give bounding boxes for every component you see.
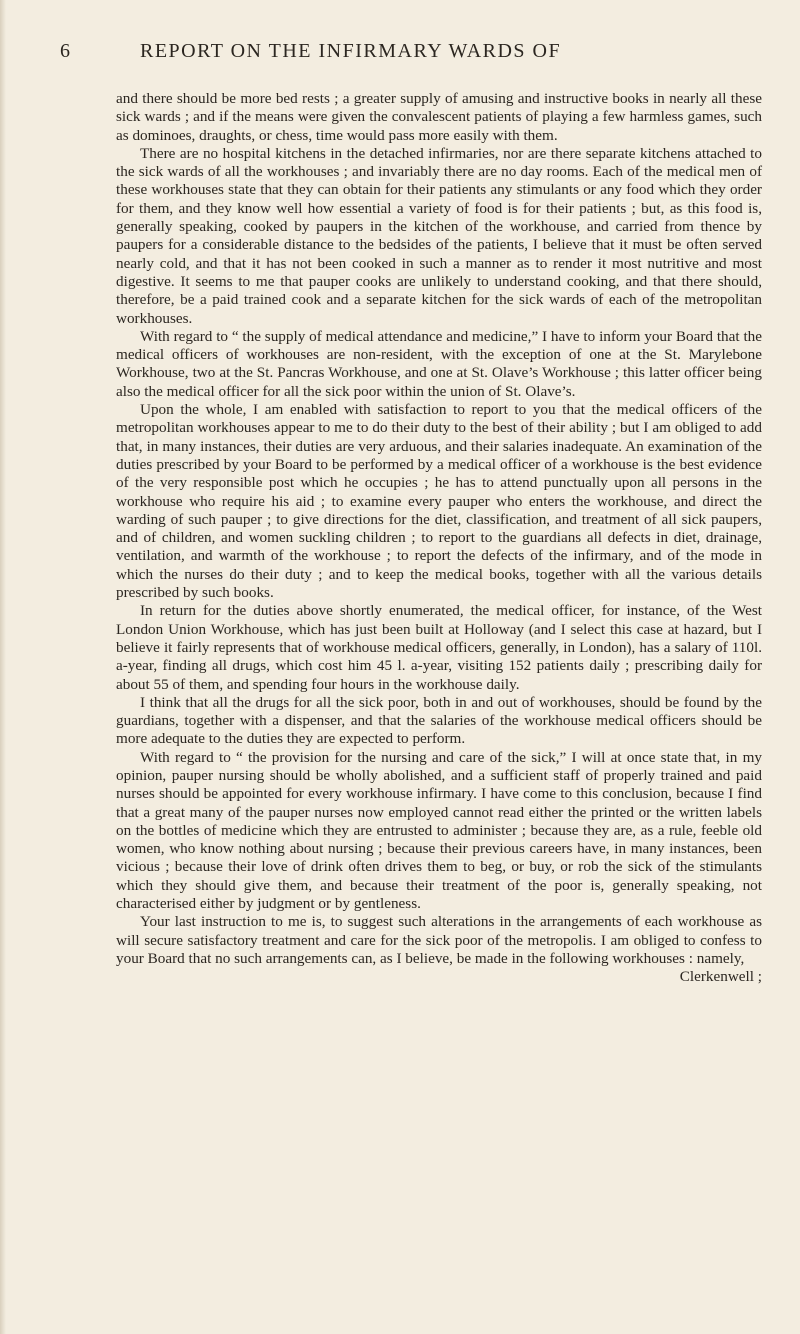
page-edge — [0, 0, 6, 1334]
page-header — [60, 40, 740, 70]
paragraph-4: Upon the whole, I am enabled with satisfaction to report to you that the medical officers of the metropolitan workhouses appear to me to do their duty to the best of their ability ; but I am obliged to add that, in many instances, their duties are very arduous, and their salaries inadequate. An examination of the duties prescribed by your Board to be performed by a medical officer of a workhouse is the best evidence of the very responsible post which he occupies ; he has to attend punctually upon all persons in the workhouse who require his aid ; to examine every pauper who enters the workhouse, and direct the warding of such pauper ; to give directions for the diet, classification, and treatment of all sick paupers, and of children, and women suckling children ; to report to the guardians all defects in diet, drainage, ventilation, and warmth of the workhouse ; to report the defects of the infirmary, and of the mode in which the nurses do their duty ; and to keep the medical books, together with all the various details prescribed by such books. — [116, 401, 762, 602]
running-head: REPORT ON THE INFIRMARY WARDS OF — [140, 40, 562, 62]
paragraph-3: With regard to “ the supply of medical attendance and medicine,” I have to inform your Board that the medical officers of workhouses are non-resident, with the exception of one at the St. Marylebone Workhouse, two at the St. Pancras Workhouse, and one at St. Olave’s Workhouse ; this latter officer being also the medical officer for all the sick poor within the union of St. Olave’s. — [116, 327, 762, 400]
paragraph-2: There are no hospital kitchens in the detached infirmaries, nor are there separate kitchens attached to the sick wards of all the workhouses ; and invariably there are no day rooms. Each of the medical men of these workhouses state that they can obtain for their patients any stimulants or any food which they order for them, and they know well how essential a variety of food is for their patients ; but, as this food is, generally speaking, cooked by paupers in the kitchen of the workhouse, and carried from thence by paupers for a considerable distance to the bedsides of the patients, I believe that it must be often served nearly cold, and that it has not been cooked in such a manner as to render it most nutritive and most digestive. It seems to me that pauper cooks are unlikely to understand cooking, and that there should, therefore, be a paid trained cook and a separate kitchen for the sick wards of each of the metropolitan workhouses. — [116, 144, 762, 327]
paragraph-7: With regard to “ the provision for the nursing and care of the sick,” I will at once state that, in my opinion, pauper nursing should be wholly abolished, and a sufficient staff of properly trained and paid nurses should be appointed for every workhouse infirmary. I have come to this conclusion, because I find that a great many of the pauper nurses now employed cannot read either the printed or the written labels on the bottles of medicine which they are entrusted to administer ; because they are, as a rule, feeble old women, who know nothing about nursing ; because their previous careers have, in many instances, been vicious ; because their love of drink often drives them to beg, or buy, or rob the sick of the stimulants which they should give them, and because their treatment of the poor is, generally speaking, not characterised either by judgment or by gentleness. — [116, 748, 762, 913]
catchword-line: Clerkenwell ; — [679, 968, 762, 986]
paragraph-1: and there should be more bed rests ; a greater supply of amusing and instructive books in nearly all these sick wards ; and if the means were given the convalescent patients of playing a few harmless games, such as dominoes, draughts, or chess, time would pass more easily with them. — [116, 90, 762, 144]
paragraph-6: I think that all the drugs for all the sick poor, both in and out of workhouses, should be found by the guardians, together with a dispenser, and that the salaries of the workhouse medical officers should be more adequate to the duties they are expected to perform. — [116, 693, 762, 748]
page-number: 6 — [60, 40, 70, 62]
paragraph-5: In return for the duties above shortly enumerated, the medical officer, for instance, of the West London Union Workhouse, which has just been built at Holloway (and I select this case at hazard, but I believe it fairly represents that of workhouse medical officers, generally, in London), has a salary of 110l. a-year, finding all drugs, which cost him 45 l. a-year, visiting 152 patients daily ; prescribing daily for about 55 of them, and spending four hours in the workhouse daily. — [116, 602, 762, 693]
paragraph-8: Your last instruction to me is, to suggest such alterations in the arrangements of each workhouse as will secure satisfactory treatment and care for the sick poor of the metropolis. I am obliged to confess to your Board that no such arrangements can, as I believe, be made in the following workhouses : namely, — [116, 913, 762, 967]
body-text — [116, 90, 762, 987]
